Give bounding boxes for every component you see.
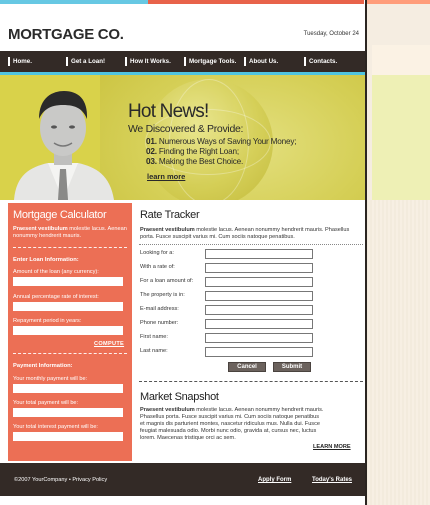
rate-label: With a rate of: [140,264,175,270]
current-date: Tuesday, October 24 [303,31,359,37]
hero-list-item: 02. Finding the Right Loan; [146,147,239,156]
right-decor-pattern [366,200,430,505]
email-field[interactable] [205,305,313,315]
payment-info-heading: Payment Information: [13,363,73,369]
hero-list-item: 01. Numerous Ways of Saving Your Money; [146,137,297,146]
right-accent-top [366,0,430,4]
last-name-label: Last name: [140,348,168,354]
nav-get-a-loan[interactable]: Get a Loan! [71,58,106,65]
loan-amount-input[interactable] [13,277,123,286]
hero-list-item: 03. Making the Best Choice. [146,157,244,166]
submit-button[interactable]: Submit [273,362,311,372]
top-accent-orange [148,0,364,4]
total-payment-output[interactable] [13,408,123,417]
property-location-label: The property is in: [140,292,185,298]
copyright-text: ©2007 YourCompany • Privacy Policy [14,477,108,483]
interest-rate-label: Annual percentage rate of interest: [13,294,99,300]
nav-about-us[interactable]: About Us. [249,58,279,65]
looking-for-input[interactable] [205,249,313,259]
apply-form-link[interactable]: Apply Form [258,477,292,483]
first-name-field[interactable] [205,333,313,343]
divider [139,381,363,382]
hero-list [146,137,296,167]
divider [139,244,363,245]
compute-button[interactable]: COMPUTE [94,341,125,347]
vertical-divider [365,0,367,505]
loan-info-heading: Enter Loan Information: [13,257,79,263]
rate-tracker-intro: Praesent vestibulum molestie lacus. Aenean nonummy hendrerit mauris. Phasellus porta. Fusce suscipit varius mi. Cum sociis natoque penatibus. [140,227,350,240]
calculator-intro: Praesent vestibulum molestie lacus. Aenean nonummy hendrerit mauris. [13,226,127,239]
looking-for-label: Looking for a: [140,250,174,256]
businessman-photo [8,83,118,200]
todays-rates-link[interactable]: Today's Rates [312,477,352,483]
nav-contacts[interactable]: Contacts. [309,58,338,65]
repayment-period-label: Repayment period in years: [13,318,82,324]
hero-subheadline: We Discovered & Provide: [128,123,244,135]
nav-mortgage-tools[interactable]: Mortgage Tools. [189,58,237,65]
total-interest-output[interactable] [13,432,123,441]
market-snapshot-text: Praesent vestibulum molestie lacus. Aenean nonummy hendrerit mauris. Phasellus porta. Fusce suscipit varius mi. Cum sociis natoque penatibus et magnis dis parturient montes, nascetur ridiculus mus. Nulla dui. Fusce feugiat malesuada odio. Morbi nunc odio, gravida at, cursus nec, luctus lorem. Maecenas tristique orci ac sem. [140,407,324,441]
calculator-title: Mortgage Calculator [13,209,107,221]
total-payment-label: Your total payment will be: [13,400,79,406]
interest-rate-input[interactable] [13,302,123,311]
loan-amount-label: For a loan amount of: [140,278,194,284]
first-name-label: First name: [140,334,168,340]
right-decor-olive [372,75,430,200]
loan-amount-label: Amount of the loan (any currency): [13,269,99,275]
rate-tracker-title: Rate Tracker [140,209,200,221]
footer-bottom-strip [0,496,365,505]
divider [13,353,127,354]
repayment-period-input[interactable] [13,326,123,335]
loan-amount-field[interactable] [205,277,313,287]
site-logo[interactable]: MORTGAGE CO. [8,26,124,43]
right-decor-stripe [372,45,430,75]
email-label: E-mail address: [140,306,179,312]
monthly-payment-label: Your monthly payment will be: [13,376,88,382]
hero-headline: Hot News! [128,101,209,122]
divider [13,247,127,248]
phone-field[interactable] [205,319,313,329]
last-name-field[interactable] [205,347,313,357]
monthly-payment-output[interactable] [13,384,123,393]
phone-label: Phone number: [140,320,179,326]
rate-input[interactable] [205,263,313,273]
mortgage-calculator-panel [8,203,132,461]
nav-home[interactable]: Home. [13,58,32,65]
main-nav [0,51,365,72]
market-snapshot-title: Market Snapshot [140,391,219,403]
cancel-button[interactable]: Cancel [228,362,266,372]
market-learn-more-link[interactable]: LEARN MORE [313,444,351,450]
hero-learn-more-link[interactable]: learn more [147,172,186,181]
property-location-input[interactable] [205,291,313,301]
nav-how-it-works[interactable]: How It Works. [130,58,171,65]
top-accent-blue [0,0,148,4]
total-interest-label: Your total interest payment will be: [13,424,98,430]
